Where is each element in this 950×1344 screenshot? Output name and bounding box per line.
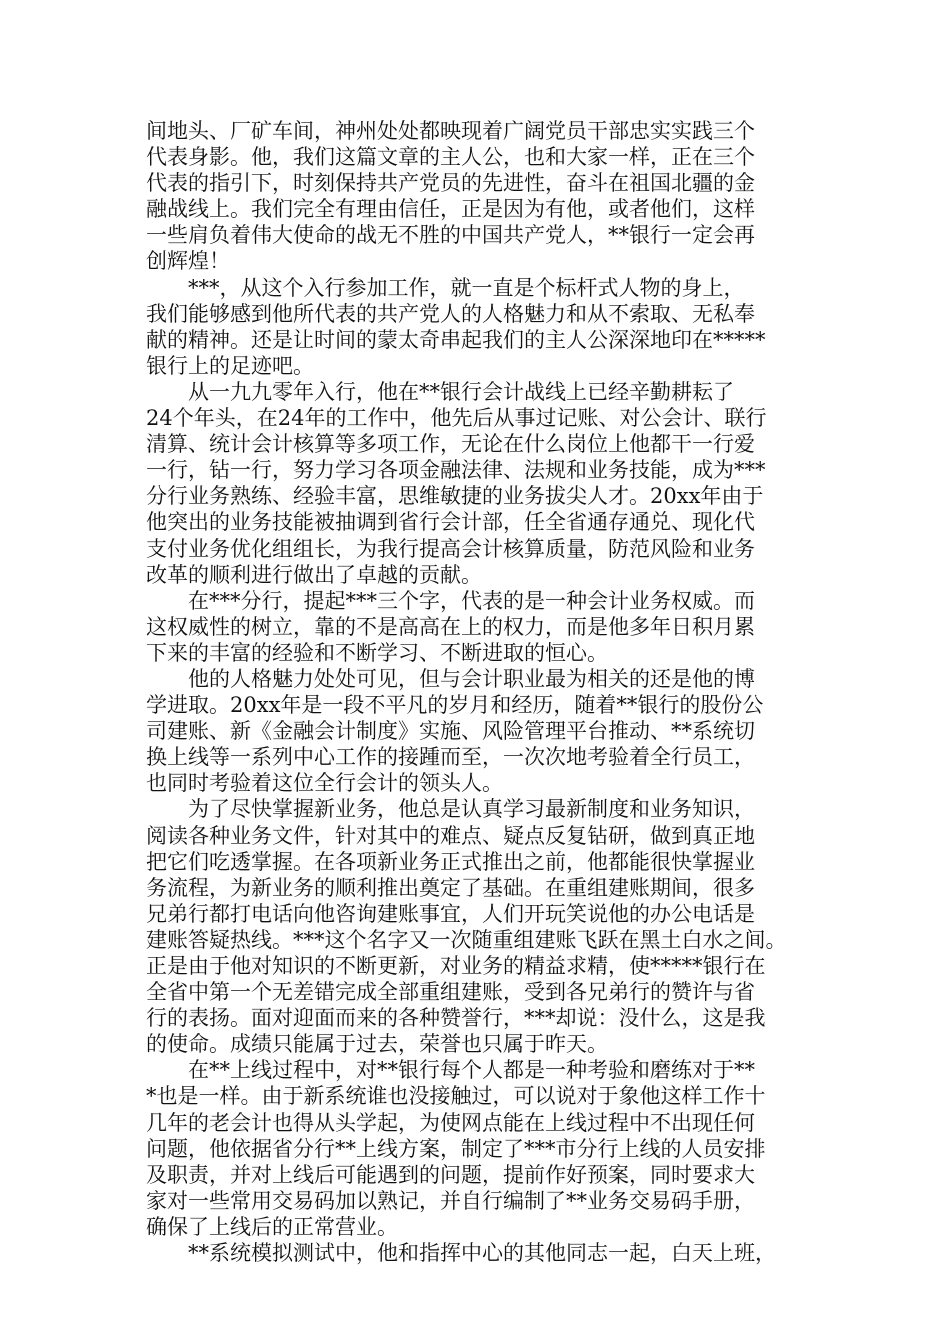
text-line: 确保了上线后的正常营业。 bbox=[146, 1214, 398, 1239]
text-line: 学进取。20xx年是一段不平凡的岁月和经历，随着**银行的股份公 bbox=[146, 693, 764, 718]
text-line: 他突出的业务技能被抽调到省行会计部，任全省通存通兑、现化代 bbox=[146, 510, 755, 535]
text-line: 创辉煌！ bbox=[146, 249, 230, 274]
text-line: 分行业务熟练、经验丰富，思维敏捷的业务拔尖人才。20xx年由于 bbox=[146, 484, 764, 509]
text-line: 从一九九零年入行，他在**银行会计战线上已经辛勤耕耘了 bbox=[146, 379, 734, 404]
text-line: 清算、统计会计核算等多项工作，无论在什么岗位上他都干一行爱 bbox=[146, 432, 755, 457]
text-line: 一行，钻一行，努力学习各项金融法律、法规和业务技能，成为*** bbox=[146, 458, 766, 483]
text-line: 务流程，为新业务的顺利推出奠定了基础。在重组建账期间，很多 bbox=[146, 875, 755, 900]
text-line: 献的精神。还是让时间的蒙太奇串起我们的主人公深深地印在***** bbox=[146, 327, 766, 352]
text-line: 融战线上。我们完全有理由信任，正是因为有他，或者他们，这样 bbox=[146, 197, 755, 222]
text-line: 支付业务优化组组长，为我行提高会计核算质量，防范风险和业务 bbox=[146, 536, 755, 561]
text-line: 司建账、新《金融会计制度》实施、风险管理平台推动、**系统切 bbox=[146, 719, 755, 744]
text-line: 银行上的足迹吧。 bbox=[146, 353, 314, 378]
text-line: 在**上线过程中，对**银行每个人都是一种考验和磨练对于** bbox=[146, 1058, 755, 1083]
text-line: 阅读各种业务文件，针对其中的难点、疑点反复钻研，做到真正地 bbox=[146, 823, 755, 848]
text-line: 这权威性的树立，靠的不是高高在上的权力，而是他多年日积月累 bbox=[146, 614, 755, 639]
text-line: 一些肩负着伟大使命的战无不胜的中国共产党人，**银行一定会再 bbox=[146, 223, 755, 248]
text-line: 在***分行，提起***三个字，代表的是一种会计业务权威。而 bbox=[146, 588, 755, 613]
text-line: 问题，他依据省分行**上线方案，制定了***市分行上线的人员安排 bbox=[146, 1136, 766, 1161]
text-line: 家对一些常用交易码加以熟记，并自行编制了**业务交易码手册， bbox=[146, 1188, 755, 1213]
text-line: 也同时考验着这位全行会计的领头人。 bbox=[146, 771, 503, 796]
text-line: 改革的顺利进行做出了卓越的贡献。 bbox=[146, 562, 482, 587]
text-line: **系统模拟测试中，他和指挥中心的其他同志一起，白天上班， bbox=[146, 1241, 776, 1266]
article-body bbox=[146, 118, 826, 1266]
text-line: 建账答疑热线。***这个名字又一次随重组建账飞跃在黑土白水之间。 bbox=[146, 927, 787, 952]
text-line: 为了尽快掌握新业务，他总是认真学习最新制度和业务知识， bbox=[146, 797, 755, 822]
text-line: 的使命。成绩只能属于过去，荣誉也只属于昨天。 bbox=[146, 1032, 608, 1057]
text-line: 24个年头，在24年的工作中，他先后从事过记账、对公会计、联行 bbox=[146, 406, 767, 431]
text-line: 把它们吃透掌握。在各项新业务正式推出之前，他都能很快掌握业 bbox=[146, 849, 755, 874]
text-line: 代表身影。他，我们这篇文章的主人公，也和大家一样，正在三个 bbox=[146, 145, 755, 170]
text-line: 下来的丰富的经验和不断学习、不断进取的恒心。 bbox=[146, 640, 608, 665]
text-line: 及职责，并对上线后可能遇到的问题，提前作好预案，同时要求大 bbox=[146, 1162, 755, 1187]
text-line: 全省中第一个无差错完成全部重组建账，受到各兄弟行的赞许与省 bbox=[146, 980, 755, 1005]
text-line: 行的表扬。面对迎面而来的各种赞誉行，***却说：没什么，这是我 bbox=[146, 1006, 766, 1031]
text-line: *也是一样。由于新系统谁也没接触过，可以说对于象他这样工作十 bbox=[146, 1084, 766, 1109]
text-line: 换上线等一系列中心工作的接踵而至，一次次地考验着全行员工， bbox=[146, 745, 755, 770]
text-line: 兄弟行都打电话向他咨询建账事宜，人们开玩笑说他的办公电话是 bbox=[146, 901, 755, 926]
text-line: ***，从这个入行参加工作，就一直是个标杆式人物的身上， bbox=[146, 275, 745, 300]
text-line: 他的人格魅力处处可见，但与会计职业最为相关的还是他的博 bbox=[146, 666, 755, 691]
text-line: 代表的指引下，时刻保持共产党员的先进性，奋斗在祖国北疆的金 bbox=[146, 171, 755, 196]
text-line: 正是由于他对知识的不断更新，对业务的精益求精，使*****银行在 bbox=[146, 954, 766, 978]
text-line: 间地头、厂矿车间，神州处处都映现着广阔党员干部忠实实践三个 bbox=[146, 119, 755, 143]
text-line: 我们能够感到他所代表的共产党人的人格魅力和从不索取、无私奉 bbox=[146, 301, 755, 326]
text-line: 几年的老会计也得从头学起，为使网点能在上线过程中不出现任何 bbox=[146, 1110, 755, 1135]
